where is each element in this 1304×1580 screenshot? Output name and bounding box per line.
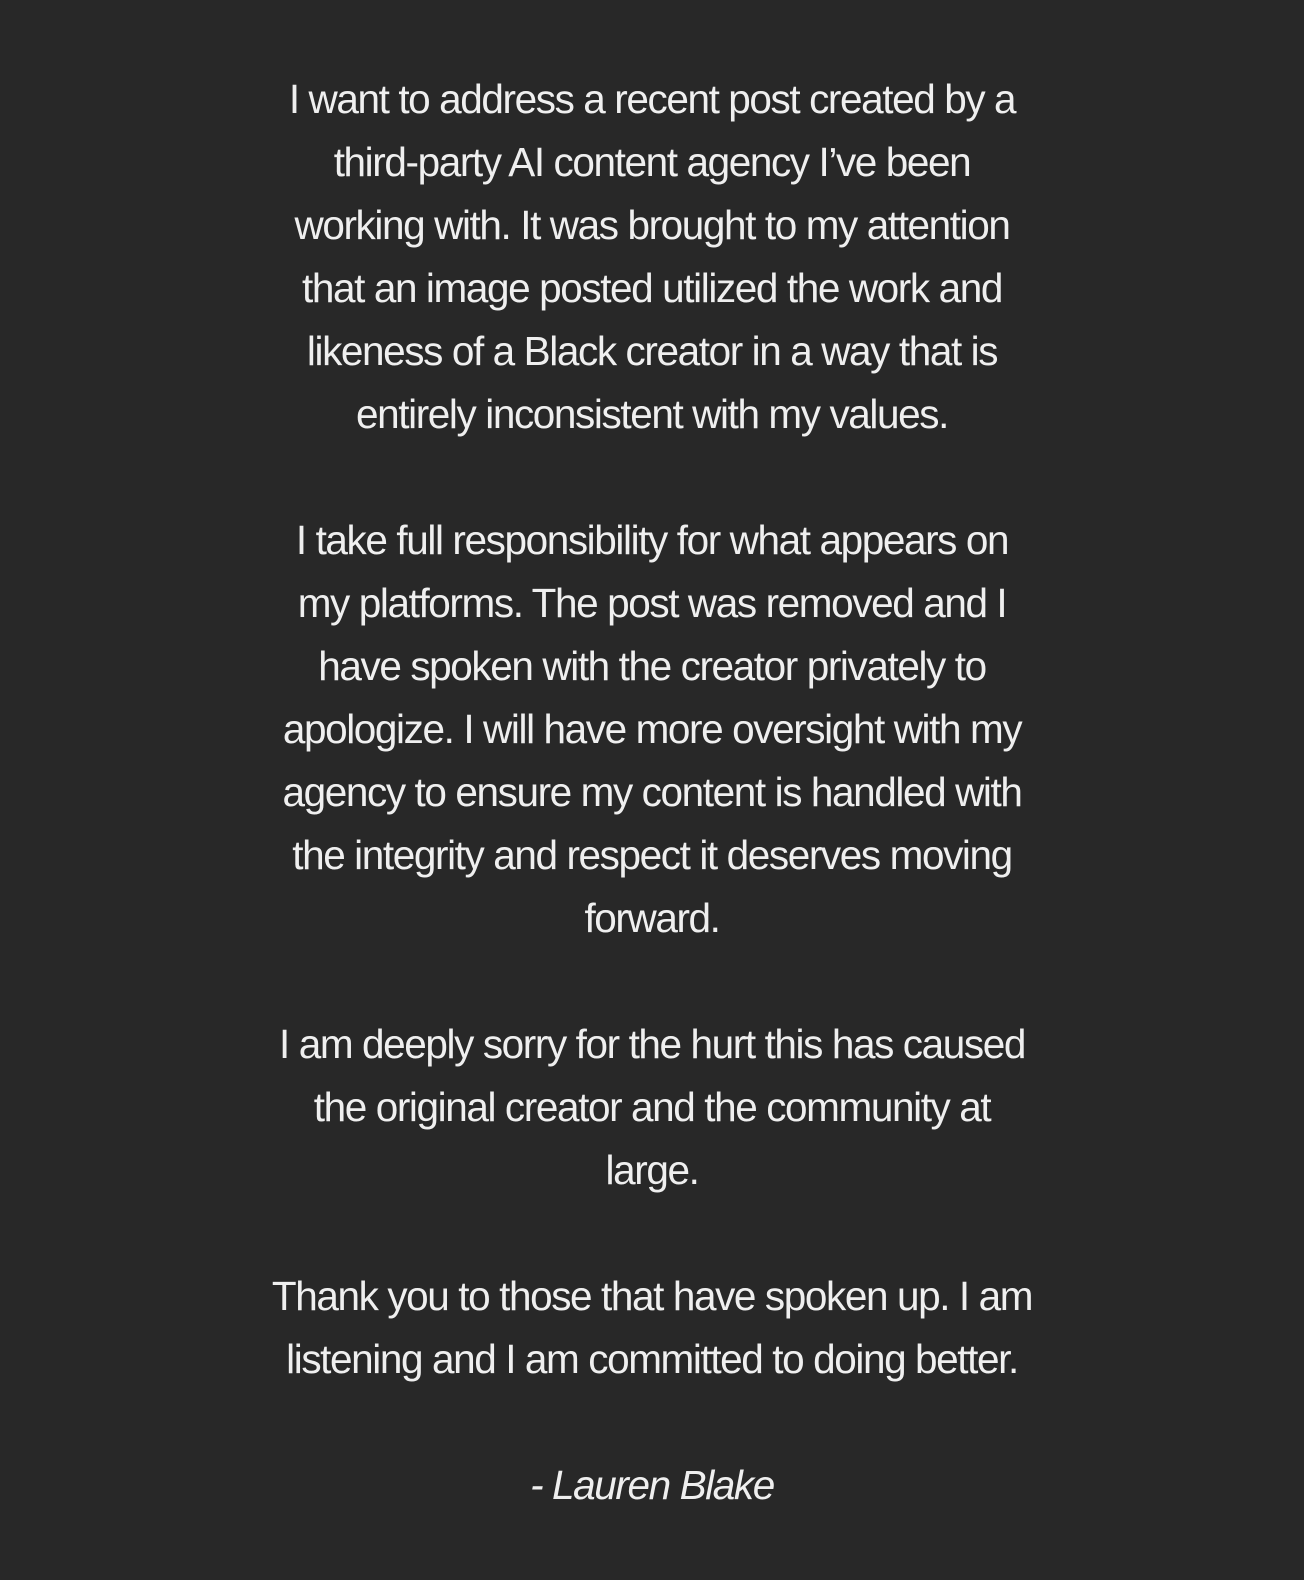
paragraph-spacer: [0, 1391, 1304, 1454]
text-line: I want to address a recent post created by a: [288, 76, 1016, 122]
text-line: third-party AI content agency I’ve been: [333, 139, 971, 185]
text-line: have spoken with the creator privately to: [318, 643, 986, 689]
text-line: entirely inconsistent with my values.: [356, 391, 948, 437]
text-line: Thank you to those that have spoken up. I am: [271, 1273, 1033, 1319]
paragraph-spacer: [0, 950, 1304, 1013]
text-line: working with. It was brought to my attention: [294, 202, 1010, 248]
text-line: the original creator and the community at: [313, 1084, 991, 1130]
paragraph-thanks: [0, 1265, 1304, 1391]
text-line: agency to ensure my content is handled with: [282, 769, 1022, 815]
text-line: my platforms. The post was removed and I: [297, 580, 1007, 626]
paragraph-spacer: [0, 1202, 1304, 1265]
paragraph-intro: [0, 68, 1304, 446]
statement-body: [0, 68, 1304, 1517]
text-line: I take full responsibility for what appears on: [295, 517, 1009, 563]
text-line: that an image posted utilized the work and: [302, 265, 1002, 311]
text-line: I am deeply sorry for the hurt this has caused: [279, 1021, 1025, 1067]
paragraph-spacer: [0, 446, 1304, 509]
signature: - Lauren Blake: [530, 1462, 774, 1508]
text-line: forward.: [584, 895, 720, 941]
text-line: apologize. I will have more oversight with my: [282, 706, 1022, 752]
paragraph-apology: [0, 1013, 1304, 1202]
signature-block: [0, 1454, 1304, 1517]
text-line: likeness of a Black creator in a way that is: [306, 328, 998, 374]
text-line: the integrity and respect it deserves moving: [292, 832, 1012, 878]
text-line: large.: [605, 1147, 699, 1193]
paragraph-responsibility: [0, 509, 1304, 950]
text-line: listening and I am committed to doing better.: [286, 1336, 1018, 1382]
